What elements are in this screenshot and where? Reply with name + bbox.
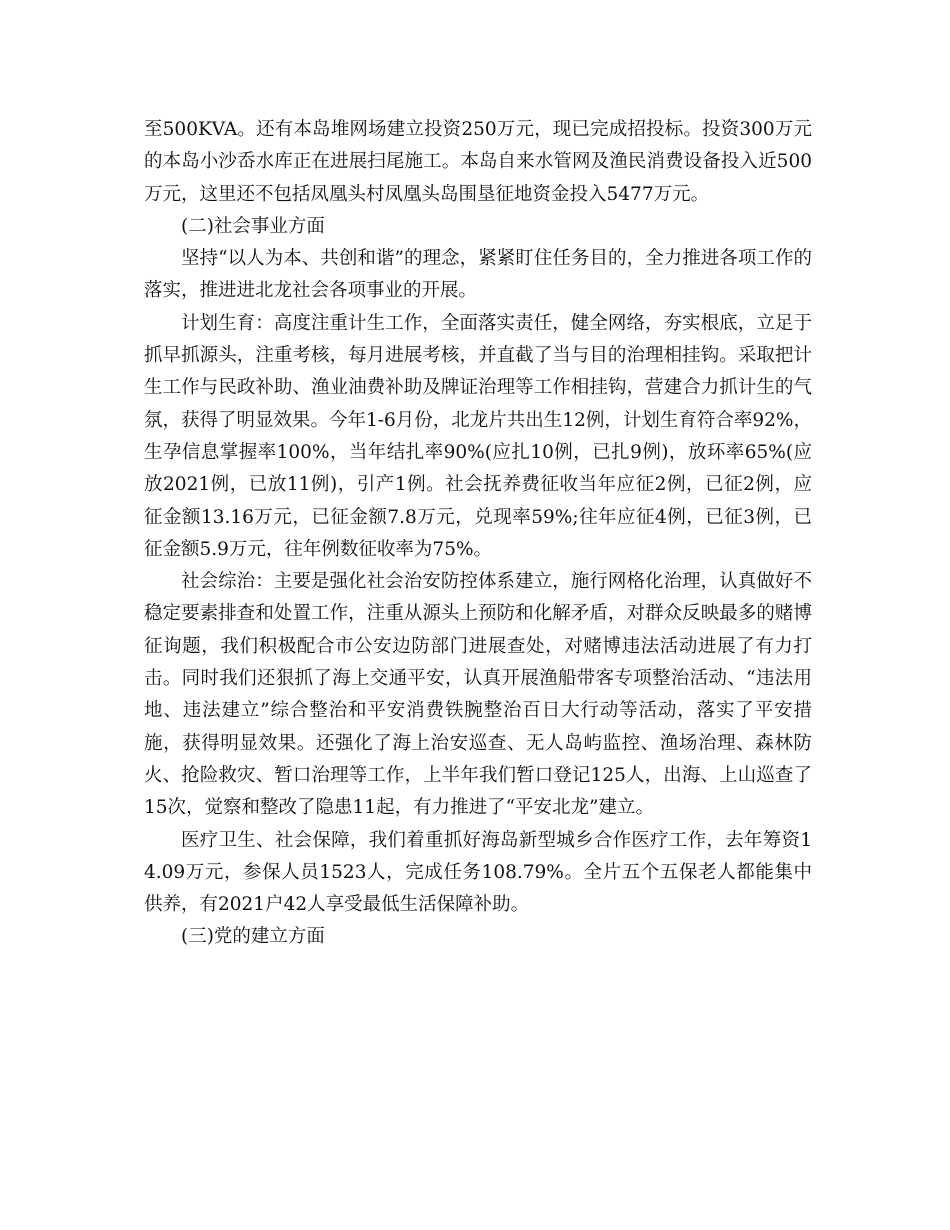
paragraph-power-investment: 至500KVA。还有本岛堆网场建立投资250万元，现已完成招投标。投资300万元的本岛小沙岙水库正在进展扫尾施工。本岛自来水管网及渔民消费设备投入近500万元，这里还不包括凤凰头村凤凰头岛围垦征地资金投入5477万元。 <box>144 119 812 205</box>
paragraph-medical-social-insurance: 医疗卫生、社会保障，我们着重抓好海岛新型城乡合作医疗工作，去年筹资14.09万元，参保人员1523人，完成任务108.79%。全片五个五保老人都能集中供养，有2021户42人享受最低生活保障补助。 <box>144 829 812 916</box>
heading-party-building: (三)党的建立方面 <box>181 926 325 948</box>
heading-social-affairs: (二)社会事业方面 <box>181 215 325 237</box>
paragraph-family-planning: 计划生育：高度注重计生工作，全面落实责任，健全网络，夯实根底，立足于抓早抓源头，注重考核，每月进展考核，并直截了当与目的治理相挂钩。采取把计生工作与民政补助、渔业油费补助及牌证治理等工作相挂钩，营建合力抓计生的气氛，获得了明显效果。今年1-6月份，北龙片共出生12例，计划生育符合率92%，生孕信息掌握率100%，当年结扎率90%(应扎10例，已扎9例)，放环率65%(应放2021例，已放11例)，引产1例。社会抚养费征收当年应征2例，已征2例，应征金额13.16万元，已征金额7.8万元，兑现率59%;往年应征4例，已征3例，已征金额5.9万元，往年例数征收率为75%。 <box>144 312 812 560</box>
document-body <box>144 114 812 954</box>
paragraph-social-security-governance: 社会综治：主要是强化社会治安防控体系建立，施行网格化治理，认真做好不稳定要素排查和处置工作，注重从源头上预防和化解矛盾，对群众反映最多的赌博征询题，我们积极配合市公安边防部门进展查处，对赌博违法活动进展了有力打击。同时我们还狠抓了海上交通平安，认真开展渔船带客专项整治活动、“违法用地、违法建立”综合整治和平安消费铁腕整治百日大行动等活动，落实了平安措施，获得明显效果。还强化了海上治安巡查、无人岛屿监控、渔场治理、森林防火、抢险救灾、暂口治理等工作，上半年我们暂口登记125人，出海、上山巡查了15次，觉察和整改了隐患11起，有力推进了“平安北龙”建立。 <box>144 571 812 819</box>
paragraph-people-oriented: 坚持“以人为本、共创和谐”的理念，紧紧盯住任务目的，全力推进各项工作的落实，推进进北龙社会各项事业的开展。 <box>144 248 812 302</box>
